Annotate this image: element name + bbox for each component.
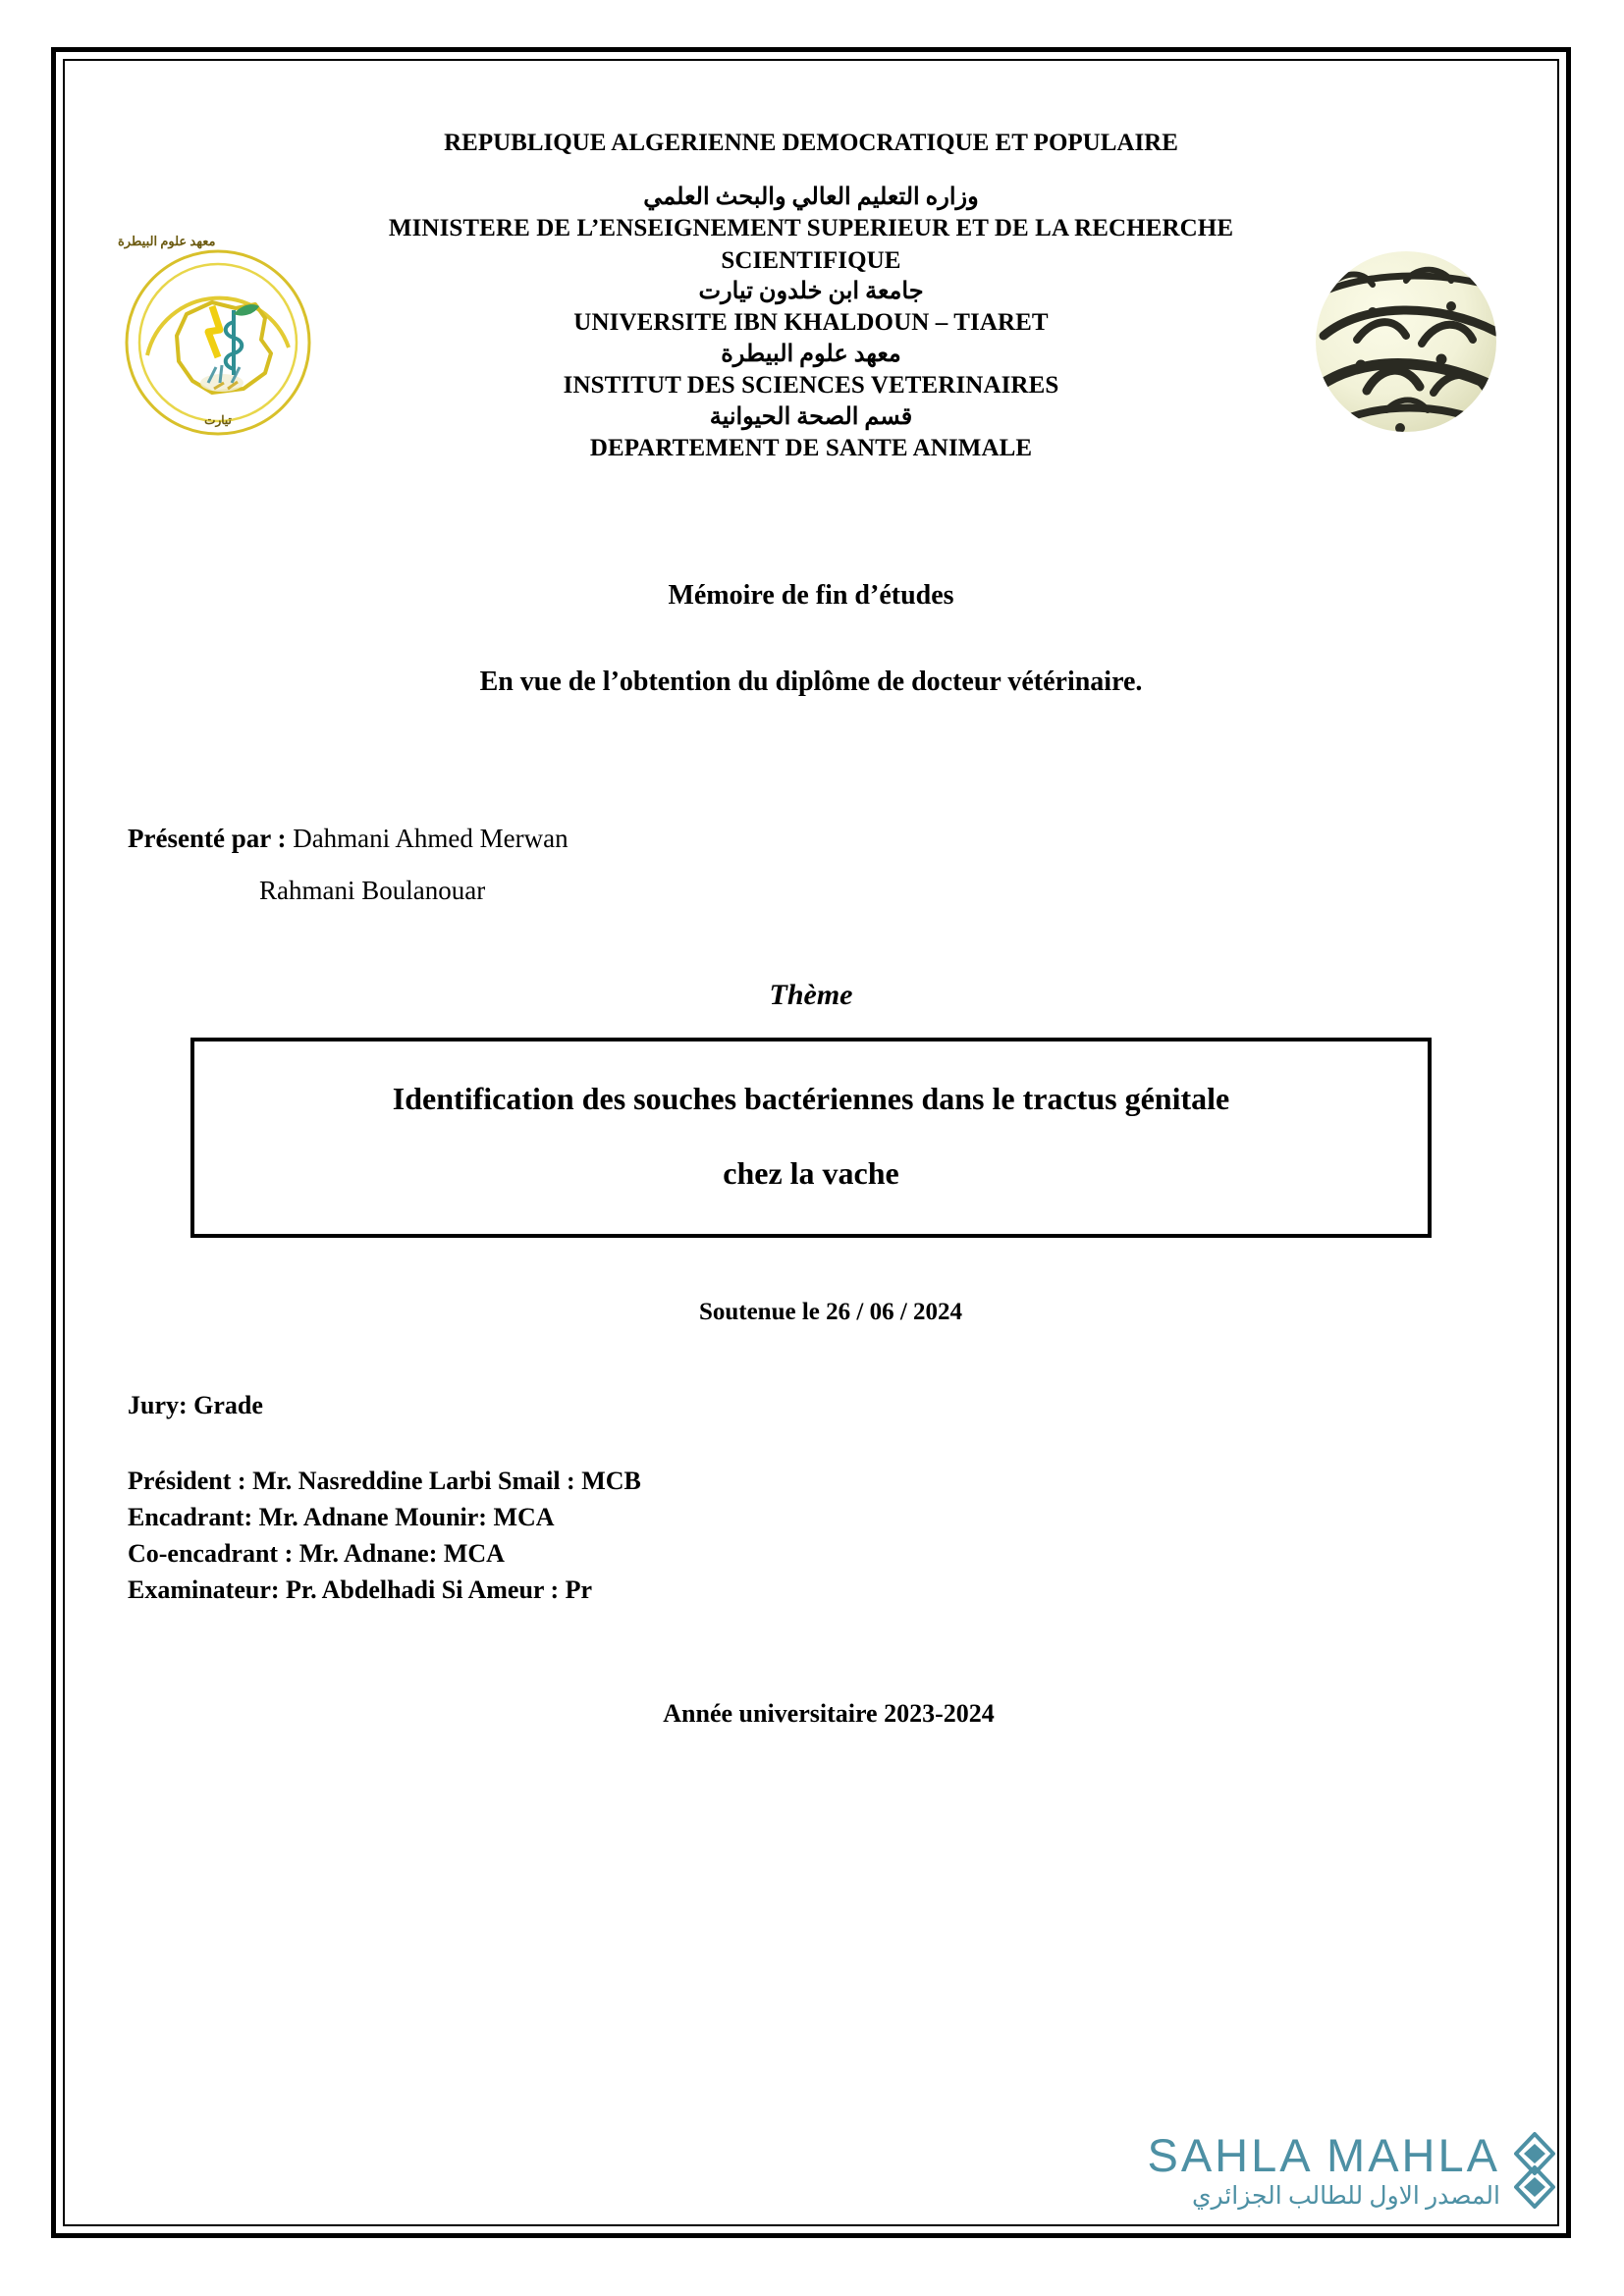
logo-left-arabic-bottom: تيارت: [204, 413, 232, 427]
thesis-title-line-2: chez la vache: [723, 1155, 899, 1192]
cover-page-content: [63, 59, 1559, 2226]
sahla-mahla-watermark: [1147, 2128, 1565, 2213]
defense-date: Soutenue le 26 / 06 / 2024: [698, 1299, 963, 1326]
theme-label: Thème: [769, 979, 853, 1012]
presented-by-label: Présenté par :: [128, 824, 287, 854]
institute-arabic: معهد علوم البيطرة: [721, 341, 901, 367]
document-header: [63, 59, 1559, 464]
thesis-title-line-1: Identification des souches bactériennes dans le tractus génitale: [392, 1081, 1230, 1117]
jury-member-co-encadrant: Co-encadrant : Mr. Adnane: MCA: [128, 1539, 505, 1569]
jury-members-list: [128, 1464, 1559, 1609]
author-name-1: Dahmani Ahmed Merwan: [293, 824, 568, 854]
header-lines: [291, 183, 1331, 464]
jury-member-president: Président : Mr. Nasreddine Larbi Smail : MCB: [128, 1467, 641, 1496]
watermark-tagline: المصدر الاول للطالب الجزائري: [1191, 2183, 1500, 2210]
ministry-arabic: وزاره التعليم العالي والبحث العلمي: [643, 185, 979, 210]
logo-left-arabic-arc: معهد علوم البيطرة: [118, 234, 216, 248]
thesis-title-box: [190, 1038, 1432, 1238]
jury-member-encadrant: Encadrant: Mr. Adnane Mounir: MCA: [128, 1503, 555, 1532]
institute-french: INSTITUT DES SCIENCES VETERINAIRES: [563, 372, 1059, 400]
watermark-text: [1147, 2129, 1500, 2210]
universite-ibn-khaldoun-logo: [1304, 241, 1508, 442]
jury-member-examinateur: Examinateur: Pr. Abdelhadi Si Ameur : Pr: [128, 1575, 593, 1604]
university-french: UNIVERSITE IBN KHALDOUN – TIARET: [573, 309, 1049, 337]
presented-by-block: [128, 824, 1559, 854]
memoire-label: Mémoire de fin d’études: [668, 580, 954, 612]
academic-year: Année universitaire 2023-2024: [663, 1698, 995, 1728]
watermark-diamond-icon: [1504, 2128, 1565, 2213]
jury-heading: Jury: Grade: [128, 1391, 263, 1420]
university-arabic: جامعة ابن خلدون تيارت: [698, 279, 924, 305]
watermark-brand: SAHLA MAHLA: [1147, 2129, 1500, 2181]
department-french: DEPARTEMENT DE SANTE ANIMALE: [589, 434, 1033, 461]
department-arabic: قسم الصحة الحيوانية: [709, 403, 913, 430]
author-name-2: Rahmani Boulanouar: [259, 876, 486, 906]
diploma-purpose-line: En vue de l’obtention du diplôme de docteur vétérinaire.: [479, 667, 1143, 698]
institut-sciences-veterinaires-logo: [118, 234, 318, 440]
republic-line: REPUBLIQUE ALGERIENNE DEMOCRATIQUE ET POPULAIRE: [444, 130, 1178, 156]
ministry-french-line2: SCIENTIFIQUE: [721, 246, 901, 274]
ministry-french-line1: MINISTERE DE L’ENSEIGNEMENT SUPERIEUR ET DE LA RECHERCHE: [388, 215, 1234, 242]
